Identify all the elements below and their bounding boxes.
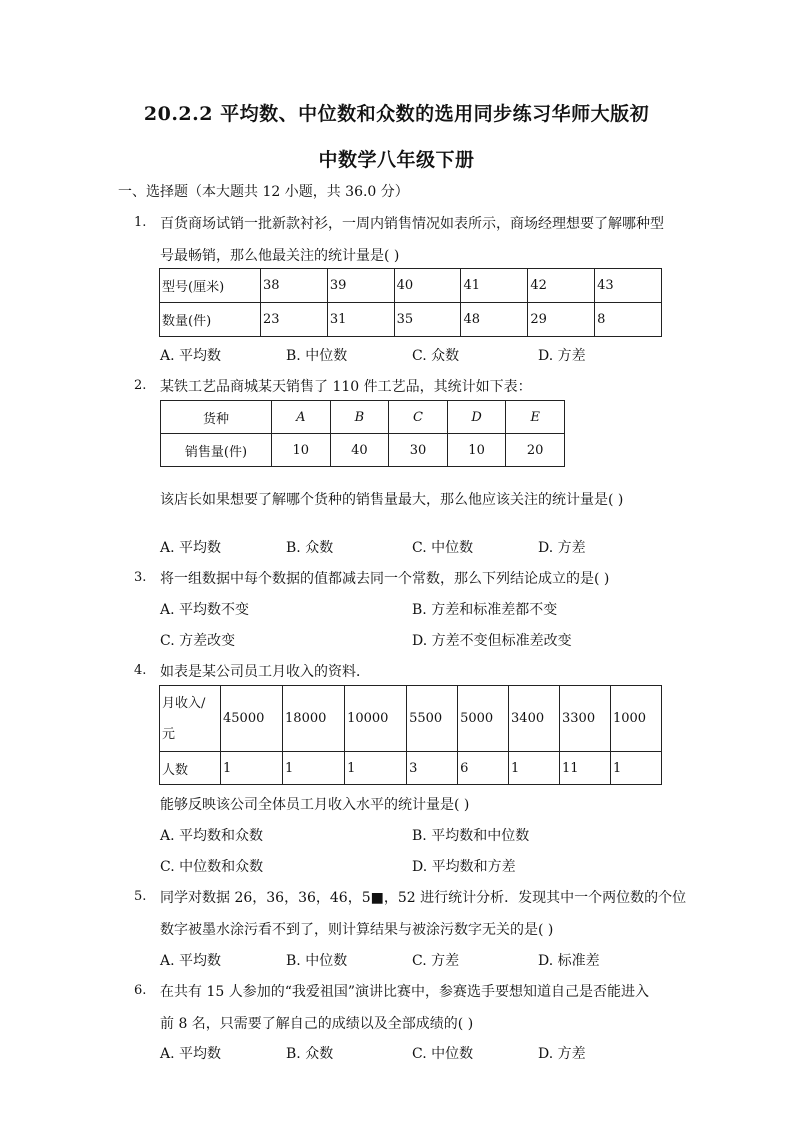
- option-c: C. 方差改变: [160, 633, 236, 649]
- question-text: 能够反映该公司全体员工月收入水平的统计量是( ): [160, 797, 470, 813]
- table-cell: 40: [330, 434, 389, 467]
- table-cell: 1: [283, 752, 345, 785]
- question-text: 号最畅销，那么他最关注的统计量是( ): [160, 248, 400, 264]
- table-cell: 30: [389, 434, 448, 467]
- option-d: D. 方差: [538, 540, 586, 556]
- option-c: C. 中位数: [412, 1046, 474, 1062]
- question-text: 该店长如果想要了解哪个货种的销售量最大，那么他应该关注的统计量是( ): [160, 492, 624, 508]
- table-cell: 1: [345, 752, 407, 785]
- table-cell: 10: [272, 434, 331, 467]
- table-head-text: 月收入/: [162, 695, 206, 711]
- title-line-1: 20.2.2 平均数、中位数和众数的选用同步练习华师大版初: [143, 103, 650, 125]
- table-cell: 1: [509, 752, 560, 785]
- data-table: [160, 400, 565, 467]
- question-text: 百货商场试销一批新款衬衫，一周内销售情况如表所示，商场经理想要了解哪种型: [160, 216, 664, 232]
- option-b: B. 方差和标准差都不变: [412, 602, 558, 618]
- option-c: C. 方差: [412, 953, 460, 969]
- data-table: [159, 685, 662, 785]
- option-a: A. 平均数: [160, 1046, 222, 1062]
- table-cell: 23: [261, 303, 328, 337]
- question-text: 数字被墨水涂污看不到了，则计算结果与被涂污数字无关的是( ): [160, 922, 554, 938]
- table-cell: D: [447, 401, 506, 434]
- option-d: D. 标准差: [538, 953, 600, 969]
- table-cell: 人数: [160, 752, 221, 785]
- table-cell: 3: [407, 752, 458, 785]
- table-cell: 42: [528, 269, 595, 303]
- table-cell: 43: [595, 269, 662, 303]
- table-cell: E: [506, 401, 565, 434]
- table-cell: 41: [461, 269, 528, 303]
- question-number: 5.: [134, 889, 147, 904]
- question-text: 如表是某公司员工月收入的资料．: [160, 664, 370, 680]
- question-text: 同学对数据 26，36，36，46，5■，52 进行统计分析．发现其中一个两位数的个位: [160, 890, 687, 906]
- option-b: B. 中位数: [286, 348, 348, 364]
- option-a: A. 平均数: [160, 953, 222, 969]
- title-line-2: 中数学八年级下册: [318, 149, 475, 171]
- table-cell: 型号(厘米): [160, 269, 261, 303]
- table-cell: [160, 686, 221, 752]
- option-b: B. 众数: [286, 540, 334, 556]
- table-cell: 40: [394, 269, 461, 303]
- table-cell: 3400: [509, 686, 560, 752]
- option-d: D. 平均数和方差: [412, 859, 516, 875]
- section-heading: 一、选择题（本大题共 12 小题，共 36.0 分）: [118, 184, 409, 200]
- table-cell: 8: [595, 303, 662, 337]
- option-a: A. 平均数: [160, 540, 222, 556]
- table-cell: 48: [461, 303, 528, 337]
- table-cell: 1000: [610, 686, 661, 752]
- table-cell: 10: [447, 434, 506, 467]
- table-cell: A: [272, 401, 331, 434]
- table-cell: 29: [528, 303, 595, 337]
- option-d: D. 方差: [538, 348, 586, 364]
- table-cell: 39: [327, 269, 394, 303]
- table-cell: 数量(件): [160, 303, 261, 337]
- table-cell: 3300: [560, 686, 611, 752]
- table-cell: 31: [327, 303, 394, 337]
- table-cell: 18000: [283, 686, 345, 752]
- question-number: 6.: [134, 983, 147, 998]
- option-b: B. 平均数和中位数: [412, 828, 530, 844]
- table-cell: 11: [560, 752, 611, 785]
- question-number: 3.: [134, 570, 147, 585]
- table-cell: 10000: [345, 686, 407, 752]
- table-head-text: 元: [162, 726, 176, 742]
- table-cell: 35: [394, 303, 461, 337]
- question-number: 1.: [134, 215, 147, 230]
- table-cell: 1: [610, 752, 661, 785]
- question-number: 2.: [134, 378, 147, 393]
- table-cell: 6: [458, 752, 509, 785]
- table-cell: C: [389, 401, 448, 434]
- option-b: B. 中位数: [286, 953, 348, 969]
- table-cell: 5000: [458, 686, 509, 752]
- table-cell: 38: [261, 269, 328, 303]
- option-c: C. 中位数: [412, 540, 474, 556]
- table-cell: 5500: [407, 686, 458, 752]
- question-text: 某铁工艺品商城某天销售了 110 件工艺品，其统计如下表：: [160, 379, 532, 395]
- option-a: A. 平均数不变: [160, 602, 250, 618]
- question-text: 前 8 名，只需要了解自己的成绩以及全部成绩的( ): [160, 1016, 474, 1032]
- option-c: C. 中位数和众数: [160, 859, 264, 875]
- table-cell: 销售量(件): [161, 434, 272, 467]
- question-text: 在共有 15 人参加的“我爱祖国”演讲比赛中，参赛选手要想知道自己是否能进入: [160, 984, 650, 1000]
- option-b: B. 众数: [286, 1046, 334, 1062]
- option-d: D. 方差不变但标准差改变: [412, 633, 572, 649]
- table-cell: 20: [506, 434, 565, 467]
- option-a: A. 平均数: [160, 348, 222, 364]
- question-text: 将一组数据中每个数据的值都减去同一个常数，那么下列结论成立的是( ): [160, 571, 610, 587]
- table-cell: 货种: [161, 401, 272, 434]
- option-d: D. 方差: [538, 1046, 586, 1062]
- option-a: A. 平均数和众数: [160, 828, 264, 844]
- table-cell: B: [330, 401, 389, 434]
- table-cell: 45000: [221, 686, 283, 752]
- data-table: [159, 268, 662, 337]
- option-c: C. 众数: [412, 348, 460, 364]
- question-number: 4.: [134, 663, 147, 678]
- table-cell: 1: [221, 752, 283, 785]
